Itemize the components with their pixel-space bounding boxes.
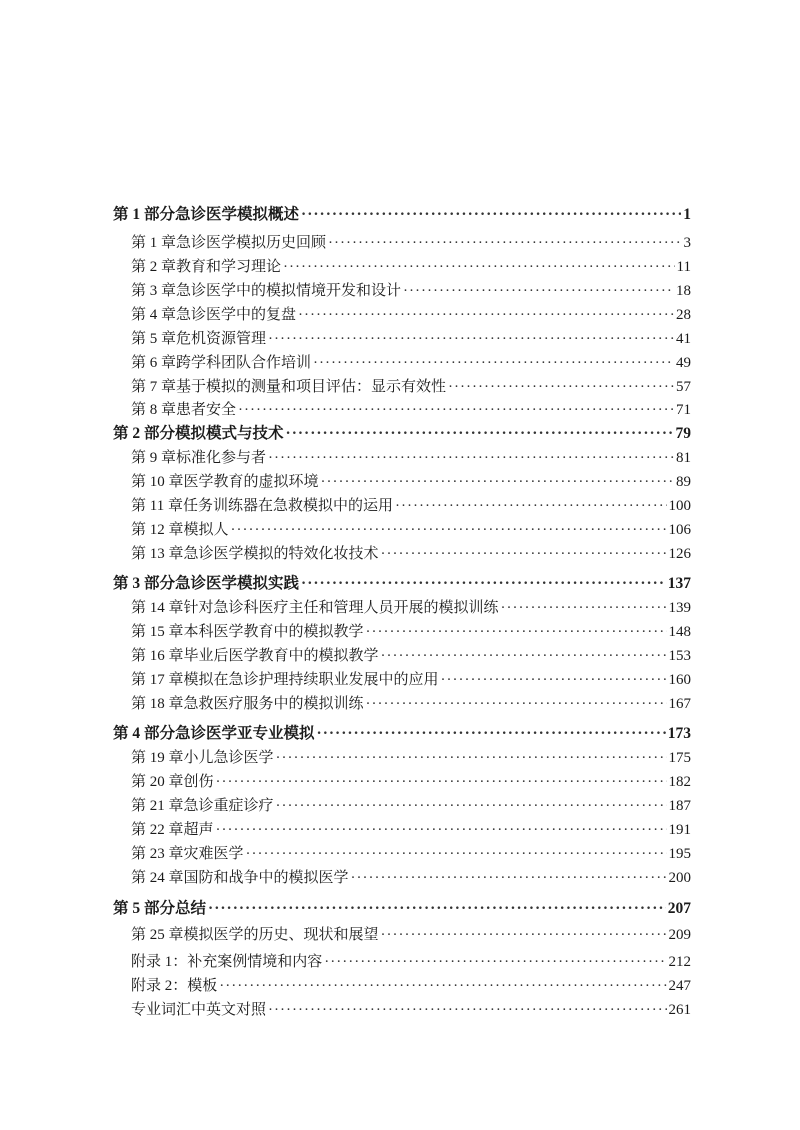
entry-title: 急诊医学模拟的特效化妆技术 bbox=[183, 546, 379, 562]
entry-number: 第 10 章 bbox=[131, 474, 184, 490]
entry-title: 危机资源管理 bbox=[176, 331, 267, 347]
entry-title: 医学教育的虚拟环境 bbox=[183, 474, 319, 490]
entry-page-number: 71 bbox=[676, 402, 691, 418]
entry-number: 第 24 章 bbox=[131, 870, 184, 886]
entry-page-number: 18 bbox=[676, 283, 691, 299]
entry-number: 第 7 章 bbox=[131, 379, 177, 395]
dot-leader bbox=[403, 280, 674, 302]
toc-chapter-entry[interactable] bbox=[131, 867, 691, 889]
toc-chapter-entry[interactable] bbox=[131, 795, 691, 817]
entry-page-number: 49 bbox=[676, 355, 691, 371]
toc-chapter-entry[interactable] bbox=[131, 543, 691, 565]
dot-leader bbox=[268, 999, 666, 1021]
dot-leader bbox=[366, 693, 667, 715]
entry-page-number: 175 bbox=[668, 750, 691, 766]
entry-number: 第 25 章 bbox=[131, 927, 184, 943]
entry-number: 第 13 章 bbox=[131, 546, 184, 562]
entry-page-number: 207 bbox=[667, 900, 691, 917]
toc-chapter-entry[interactable] bbox=[131, 471, 691, 493]
dot-leader bbox=[283, 256, 675, 278]
dot-leader bbox=[301, 573, 666, 595]
toc-part-entry[interactable] bbox=[113, 723, 691, 745]
toc-chapter-entry[interactable] bbox=[131, 280, 691, 302]
entry-number: 第 21 章 bbox=[131, 798, 184, 814]
entry-page-number: 209 bbox=[668, 927, 691, 943]
toc-chapter-entry[interactable] bbox=[131, 447, 691, 469]
entry-title: 急诊医学模拟实践 bbox=[175, 575, 300, 592]
dot-leader bbox=[219, 975, 666, 997]
entry-page-number: 160 bbox=[668, 672, 691, 688]
toc-appendix-entry[interactable] bbox=[131, 999, 691, 1021]
entry-title: 模拟人 bbox=[183, 522, 229, 538]
entry-page-number: 187 bbox=[668, 798, 691, 814]
entry-title: 创伤 bbox=[183, 774, 214, 790]
entry-page-number: 3 bbox=[683, 235, 691, 251]
entry-number: 第 17 章 bbox=[131, 672, 184, 688]
toc-chapter-entry[interactable] bbox=[131, 519, 691, 541]
entry-page-number: 100 bbox=[668, 498, 691, 514]
dot-leader bbox=[238, 399, 674, 421]
dot-leader bbox=[328, 232, 681, 254]
entry-title: 急救医疗服务中的模拟训练 bbox=[183, 696, 364, 712]
entry-page-number: 28 bbox=[676, 307, 691, 323]
toc-part-entry[interactable] bbox=[113, 898, 691, 920]
entry-page-number: 41 bbox=[676, 331, 691, 347]
dot-leader bbox=[366, 621, 667, 643]
dot-leader bbox=[381, 924, 667, 946]
toc-chapter-entry[interactable] bbox=[131, 771, 691, 793]
dot-leader bbox=[216, 771, 667, 793]
toc-chapter-entry[interactable] bbox=[131, 924, 691, 946]
entry-title: 急诊医学中的模拟情境开发和设计 bbox=[176, 283, 402, 299]
toc-chapter-entry[interactable] bbox=[131, 747, 691, 769]
toc-chapter-entry[interactable] bbox=[131, 399, 691, 421]
dot-leader bbox=[246, 843, 667, 865]
entry-number: 第 4 章 bbox=[131, 307, 177, 323]
dot-leader bbox=[268, 447, 674, 469]
toc-chapter-entry[interactable] bbox=[131, 495, 691, 517]
toc-chapter-entry[interactable] bbox=[131, 352, 691, 374]
toc-chapter-entry[interactable] bbox=[131, 621, 691, 643]
entry-number: 第 11 章 bbox=[131, 498, 183, 514]
entry-page-number: 11 bbox=[676, 259, 691, 275]
dot-leader bbox=[301, 204, 681, 226]
entry-number: 第 20 章 bbox=[131, 774, 184, 790]
entry-title: 国防和战争中的模拟医学 bbox=[183, 870, 349, 886]
dot-leader bbox=[231, 519, 667, 541]
entry-title: 附录 2：模板 bbox=[131, 978, 218, 994]
entry-number: 第 15 章 bbox=[131, 624, 184, 640]
dot-leader bbox=[268, 328, 674, 350]
entry-title: 灾难医学 bbox=[183, 846, 244, 862]
entry-title: 急诊医学模拟历史回顾 bbox=[176, 235, 327, 251]
toc-chapter-entry[interactable] bbox=[131, 376, 691, 398]
dot-leader bbox=[321, 471, 674, 493]
entry-title: 模拟模式与技术 bbox=[175, 425, 284, 442]
dot-leader bbox=[216, 819, 667, 841]
entry-page-number: 126 bbox=[668, 546, 691, 562]
toc-chapter-entry[interactable] bbox=[131, 304, 691, 326]
toc-chapter-entry[interactable] bbox=[131, 669, 691, 691]
toc-chapter-entry[interactable] bbox=[131, 256, 691, 278]
entry-title: 模拟在急诊护理持续职业发展中的应用 bbox=[183, 672, 439, 688]
dot-leader bbox=[501, 597, 667, 619]
entry-title: 本科医学教育中的模拟教学 bbox=[183, 624, 364, 640]
toc-part-entry[interactable] bbox=[113, 423, 691, 445]
dot-leader bbox=[286, 423, 674, 445]
entry-page-number: 191 bbox=[668, 822, 691, 838]
entry-page-number: 1 bbox=[683, 206, 691, 223]
entry-title: 标准化参与者 bbox=[176, 450, 267, 466]
toc-chapter-entry[interactable] bbox=[131, 232, 691, 254]
entry-title: 患者安全 bbox=[176, 402, 237, 418]
entry-page-number: 167 bbox=[668, 696, 691, 712]
entry-number: 第 12 章 bbox=[131, 522, 184, 538]
dot-leader bbox=[208, 898, 666, 920]
entry-page-number: 89 bbox=[676, 474, 691, 490]
dot-leader bbox=[351, 867, 667, 889]
entry-title: 教育和学习理论 bbox=[176, 259, 282, 275]
dot-leader bbox=[276, 747, 667, 769]
entry-page-number: 182 bbox=[668, 774, 691, 790]
dot-leader bbox=[276, 795, 667, 817]
entry-number: 第 2 章 bbox=[131, 259, 177, 275]
entry-number: 第 2 部分 bbox=[113, 425, 176, 442]
entry-number: 第 9 章 bbox=[131, 450, 177, 466]
entry-title: 急诊医学中的复盘 bbox=[176, 307, 297, 323]
entry-number: 第 5 章 bbox=[131, 331, 177, 347]
entry-title: 急诊重症诊疗 bbox=[183, 798, 274, 814]
entry-number: 第 3 章 bbox=[131, 283, 177, 299]
toc-chapter-entry[interactable] bbox=[131, 843, 691, 865]
toc-chapter-entry[interactable] bbox=[131, 597, 691, 619]
toc-chapter-entry[interactable] bbox=[131, 819, 691, 841]
entry-page-number: 247 bbox=[668, 978, 691, 994]
toc-part-entry[interactable] bbox=[113, 573, 691, 595]
entry-title: 附录 1：补充案例情境和内容 bbox=[131, 954, 323, 970]
dot-leader bbox=[381, 543, 667, 565]
entry-page-number: 153 bbox=[668, 648, 691, 664]
entry-number: 第 18 章 bbox=[131, 696, 184, 712]
entry-page-number: 148 bbox=[668, 624, 691, 640]
entry-page-number: 200 bbox=[668, 870, 691, 886]
entry-number: 第 16 章 bbox=[131, 648, 184, 664]
entry-page-number: 195 bbox=[668, 846, 691, 862]
entry-page-number: 139 bbox=[668, 600, 691, 616]
entry-title: 毕业后医学教育中的模拟教学 bbox=[183, 648, 379, 664]
dot-leader bbox=[324, 951, 666, 973]
entry-title: 急诊医学亚专业模拟 bbox=[175, 725, 315, 742]
entry-page-number: 57 bbox=[676, 379, 691, 395]
toc-appendix-entry[interactable] bbox=[131, 951, 691, 973]
dot-leader bbox=[313, 352, 674, 374]
entry-number: 第 6 章 bbox=[131, 355, 177, 371]
dot-leader bbox=[381, 645, 667, 667]
toc-chapter-entry[interactable] bbox=[131, 645, 691, 667]
entry-number: 第 23 章 bbox=[131, 846, 184, 862]
entry-page-number: 81 bbox=[676, 450, 691, 466]
dot-leader bbox=[317, 723, 666, 745]
toc-chapter-entry[interactable] bbox=[131, 693, 691, 715]
toc-chapter-entry[interactable] bbox=[131, 328, 691, 350]
entry-number: 第 8 章 bbox=[131, 402, 177, 418]
dot-leader bbox=[298, 304, 674, 326]
dot-leader bbox=[448, 376, 674, 398]
entry-number: 第 1 部分 bbox=[113, 206, 176, 223]
entry-number: 第 5 部分 bbox=[113, 900, 176, 917]
entry-title: 跨学科团队合作培训 bbox=[176, 355, 312, 371]
entry-number: 第 14 章 bbox=[131, 600, 184, 616]
entry-page-number: 173 bbox=[667, 725, 691, 742]
entry-page-number: 212 bbox=[668, 954, 691, 970]
entry-number: 第 3 部分 bbox=[113, 575, 176, 592]
entry-number: 第 4 部分 bbox=[113, 725, 176, 742]
entry-title: 专业词汇中英文对照 bbox=[131, 1002, 267, 1018]
entry-title: 模拟医学的历史、现状和展望 bbox=[183, 927, 379, 943]
entry-title: 小儿急诊医学 bbox=[183, 750, 274, 766]
toc-part-entry[interactable] bbox=[113, 204, 691, 226]
entry-number: 第 22 章 bbox=[131, 822, 184, 838]
entry-number: 第 1 章 bbox=[131, 235, 177, 251]
dot-leader bbox=[441, 669, 667, 691]
entry-title: 超声 bbox=[183, 822, 214, 838]
entry-title: 任务训练器在急救模拟中的运用 bbox=[182, 498, 393, 514]
entry-number: 第 19 章 bbox=[131, 750, 184, 766]
dot-leader bbox=[395, 495, 667, 517]
entry-page-number: 261 bbox=[668, 1002, 691, 1018]
entry-title: 针对急诊科医疗主任和管理人员开展的模拟训练 bbox=[183, 600, 499, 616]
entry-page-number: 106 bbox=[668, 522, 691, 538]
entry-title: 总结 bbox=[175, 900, 207, 917]
entry-page-number: 137 bbox=[667, 575, 691, 592]
entry-title: 基于模拟的测量和项目评估：显示有效性 bbox=[176, 379, 447, 395]
entry-page-number: 79 bbox=[675, 425, 691, 442]
toc-appendix-entry[interactable] bbox=[131, 975, 691, 997]
entry-title: 急诊医学模拟概述 bbox=[175, 206, 300, 223]
